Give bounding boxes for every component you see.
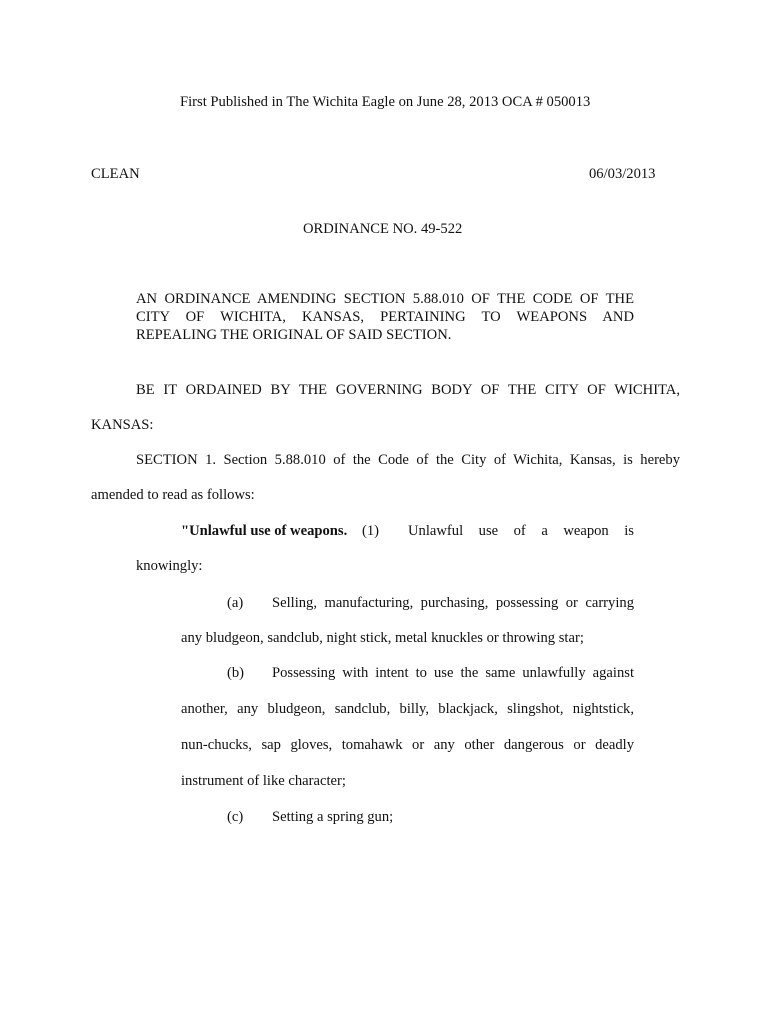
- item-a-line-2: any bludgeon, sandclub, night stick, metal knuckles or throwing star;: [181, 630, 584, 646]
- item-c-label: (c): [227, 809, 244, 825]
- item-b-line-3: nun-chucks, sap gloves, tomahawk or any other dangerous or deadly: [181, 737, 634, 753]
- document-date: 06/03/2013: [589, 166, 656, 182]
- item-c-line-1: Setting a spring gun;: [272, 809, 394, 825]
- clean-label: CLEAN: [91, 166, 140, 182]
- item-b-line-1: Possessing with intent to use the same unlawfully against: [272, 665, 634, 681]
- quote-rest: Unlawful use of a weapon is: [408, 523, 634, 539]
- item-b-line-4: instrument of like character;: [181, 773, 346, 789]
- ordinance-number: ORDINANCE NO. 49-522: [303, 221, 463, 237]
- title-line-2: CITY OF WICHITA, KANSAS, PERTAINING TO WEAPONS AND: [136, 309, 634, 325]
- section-1-line-2: amended to read as follows:: [91, 487, 255, 503]
- ordained-line-1: BE IT ORDAINED BY THE GOVERNING BODY OF THE CITY OF WICHITA,: [136, 382, 680, 398]
- published-line: First Published in The Wichita Eagle on June 28, 2013 OCA # 050013: [180, 94, 591, 110]
- title-line-3: REPEALING THE ORIGINAL OF SAID SECTION.: [136, 327, 452, 343]
- quote-heading: "Unlawful use of weapons.: [181, 523, 348, 539]
- item-b-label: (b): [227, 665, 245, 681]
- item-b-line-2: another, any bludgeon, sandclub, billy, blackjack, slingshot, nightstick,: [181, 701, 634, 717]
- title-line-1: AN ORDINANCE AMENDING SECTION 5.88.010 OF THE CODE OF THE: [136, 291, 634, 307]
- quote-line-2: knowingly:: [136, 558, 203, 574]
- item-a-line-1: Selling, manufacturing, purchasing, possessing or carrying: [272, 595, 634, 611]
- section-1-line-1: SECTION 1. Section 5.88.010 of the Code of the City of Wichita, Kansas, is hereby: [136, 452, 680, 468]
- quote-number: (1): [362, 523, 380, 539]
- ordained-line-2: KANSAS:: [91, 417, 154, 433]
- item-a-label: (a): [227, 595, 244, 611]
